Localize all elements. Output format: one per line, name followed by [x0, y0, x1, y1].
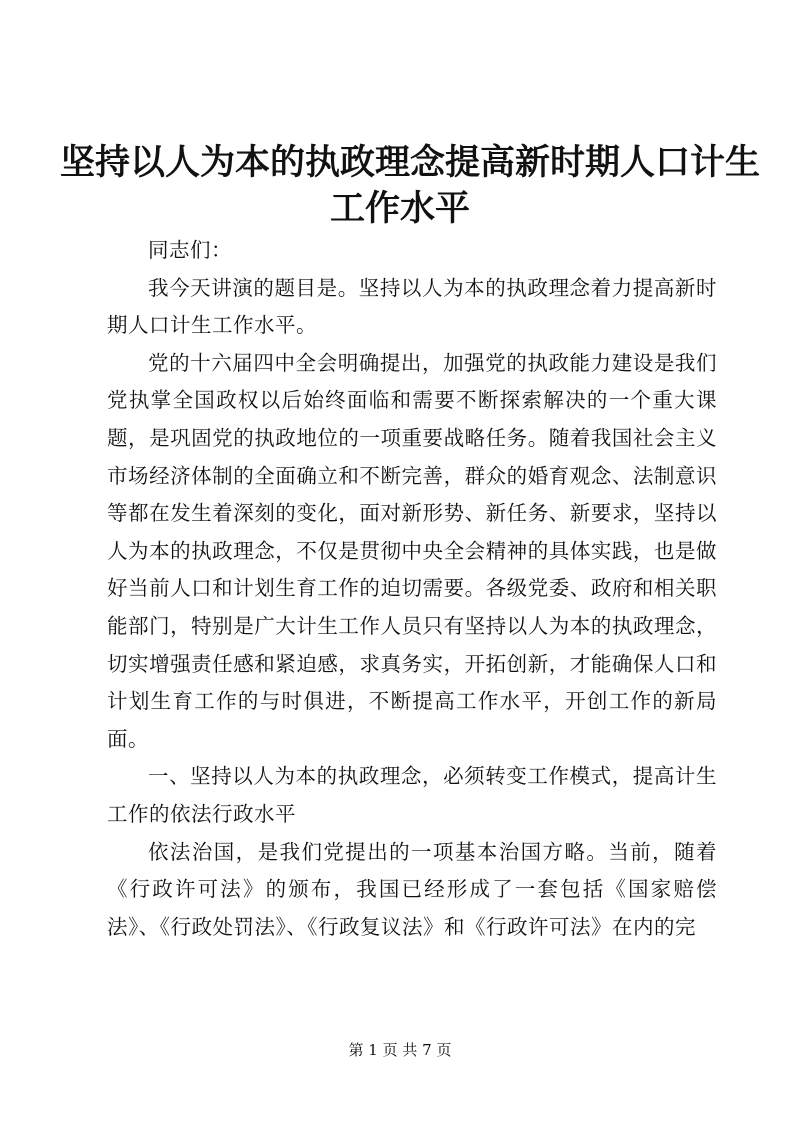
paragraph-rule-of-law: 依法治国，是我们党提出的一项基本治国方略。当前，随着《行政许可法》的颁布，我国已经形成了一套包括《国家赔偿法》、《行政处罚法》、《行政复议法》和《行政许可法》在内的完 — [107, 839, 717, 939]
salutation: 同志们： — [148, 238, 232, 262]
document-body — [107, 232, 717, 946]
section-heading-1: 一、坚持以人为本的执政理念，必须转变工作模式，提高计生工作的依法行政水平 — [107, 764, 717, 826]
page-footer: 第 1 页 共 7 页 — [348, 1041, 452, 1059]
paragraph-background: 党的十六届四中全会明确提出，加强党的执政能力建设是我们党执掌全国政权以后始终面临和需要不断探索解决的一个重大课题，是巩固党的执政地位的一项重要战略任务。随着我国社会主义市场经济体制的全面确立和不断完善，群众的婚育观念、法制意识等都在发生着深刻的变化，面对新形势、新任务、新要求，坚持以人为本的执政理念，不仅是贯彻中央全会精神的具体实践，也是做好当前人口和计划生育工作的迫切需要。各级党委、政府和相关职能部门，特别是广大计生工作人员只有坚持以人为本的执政理念，切实增强责任感和紧迫感，求真务实，开拓创新，才能确保人口和计划生育工作的与时俱进，不断提高工作水平，开创工作的新局面。 — [107, 350, 717, 751]
document-title-line-1: 坚持以人为本的执政理念提高新时期人口计生 — [60, 142, 761, 183]
paragraph-intro: 我今天讲演的题目是。坚持以人为本的执政理念着力提高新时期人口计生工作水平。 — [107, 275, 717, 338]
document-title-line-2: 工作水平 — [329, 188, 470, 229]
